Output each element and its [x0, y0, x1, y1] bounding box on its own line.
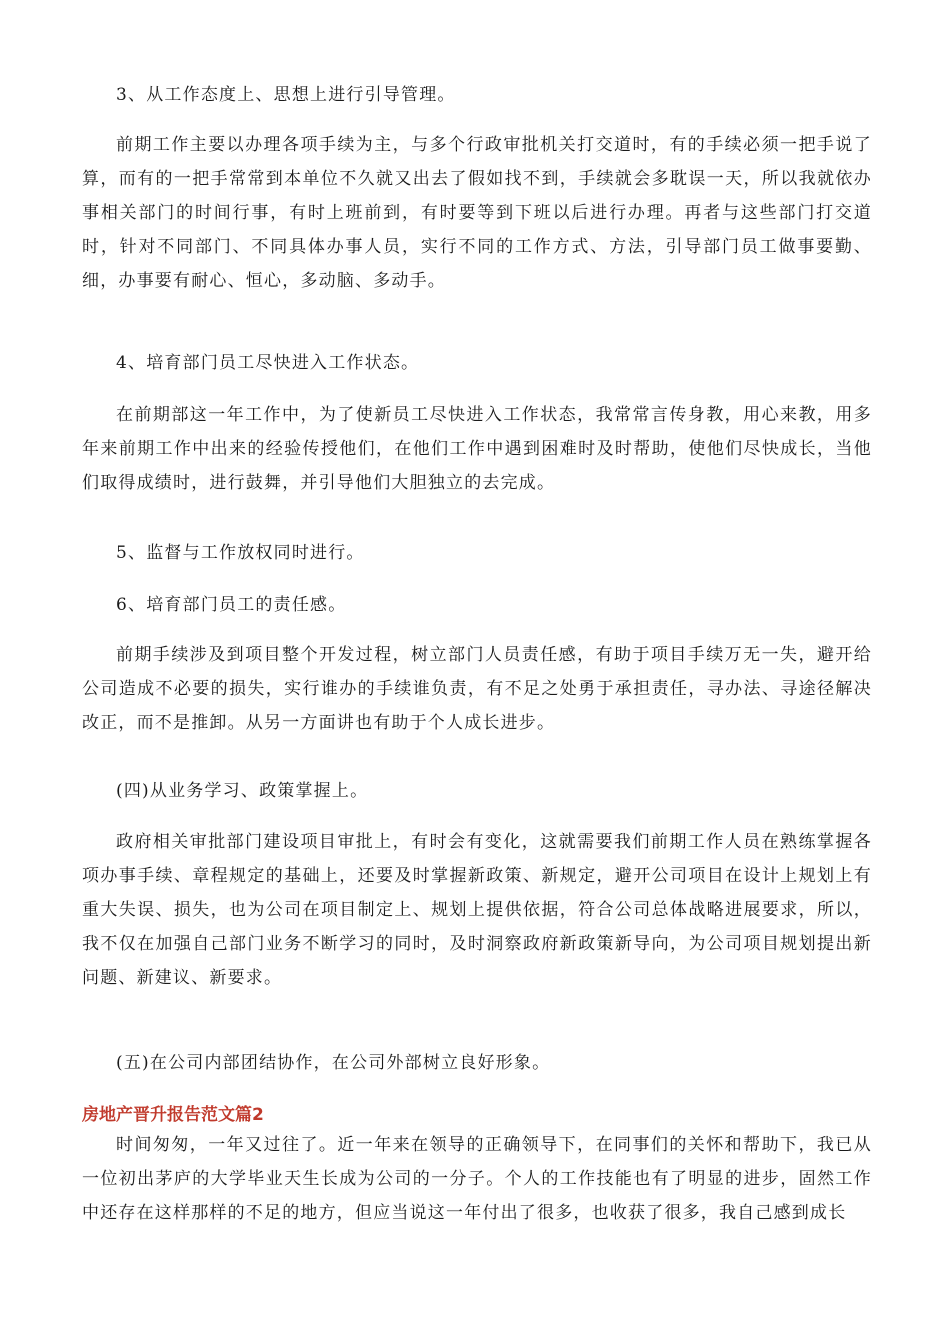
paragraph-section-5: (五)在公司内部团结协作，在公司外部树立良好形象。: [116, 1053, 551, 1073]
paragraph-item-6: 6、培育部门员工的责任感。: [116, 595, 347, 615]
paragraph-closing: 时间匆匆，一年又过往了。近一年来在领导的正确领导下，在同事们的关怀和帮助下，我已从一位初出茅庐的大学毕业天生长成为公司的一分子。个人的工作技能也有了明显的进步，固然工作中还存在这样那样的不足的地方，但应当说这一年付出了很多，也收获了很多，我自己感到成长: [82, 1135, 872, 1223]
paragraph-body-4: 政府相关审批部门建设项目审批上，有时会有变化，这就需要我们前期工作人员在熟练掌握各项办事手续、章程规定的基础上，还要及时掌握新政策、新规定，避开公司项目在设计上规划上有重大失误、损失，也为公司在项目制定上、规划上提供依据，符合公司总体战略进展要求，所以，我不仅在加强自己部门业务不断学习的同时，及时洞察政府新政策新导向，为公司项目规划提出新问题、新建议、新要求。: [82, 832, 872, 988]
paragraph-item-5: 5、监督与工作放权同时进行。: [116, 543, 365, 563]
paragraph-item-3: 3、从工作态度上、思想上进行引导管理。: [116, 85, 456, 105]
paragraph-body-1: 前期工作主要以办理各项手续为主，与多个行政审批机关打交道时，有的手续必须一把手说了算，而有的一把手常常到本单位不久就又出去了假如找不到，手续就会多耽误一天，所以我就依办事相关部门的时间行事，有时上班前到，有时要等到下班以后进行办理。再者与这些部门打交道时，针对不同部门、不同具体办事人员，实行不同的工作方式、方法，引导部门员工做事要勤、细，办事要有耐心、恒心，多动脑、多动手。: [82, 135, 872, 291]
paragraph-item-4: 4、培育部门员工尽快进入工作状态。: [116, 353, 420, 373]
section-heading: 房地产晋升报告范文篇2: [82, 1105, 264, 1125]
paragraph-body-2: 在前期部这一年工作中，为了使新员工尽快进入工作状态，我常常言传身教，用心来教，用多年来前期工作中出来的经验传授他们，在他们工作中遇到困难时及时帮助，使他们尽快成长，当他们取得成绩时，进行鼓舞，并引导他们大胆独立的去完成。: [82, 405, 872, 493]
paragraph-body-3: 前期手续涉及到项目整个开发过程，树立部门人员责任感，有助于项目手续万无一失，避开给公司造成不必要的损失，实行谁办的手续谁负责，有不足之处勇于承担责任，寻办法、寻途径解决改正，而不是推卸。从另一方面讲也有助于个人成长进步。: [82, 645, 872, 733]
paragraph-section-4: (四)从业务学习、政策掌握上。: [116, 781, 369, 801]
